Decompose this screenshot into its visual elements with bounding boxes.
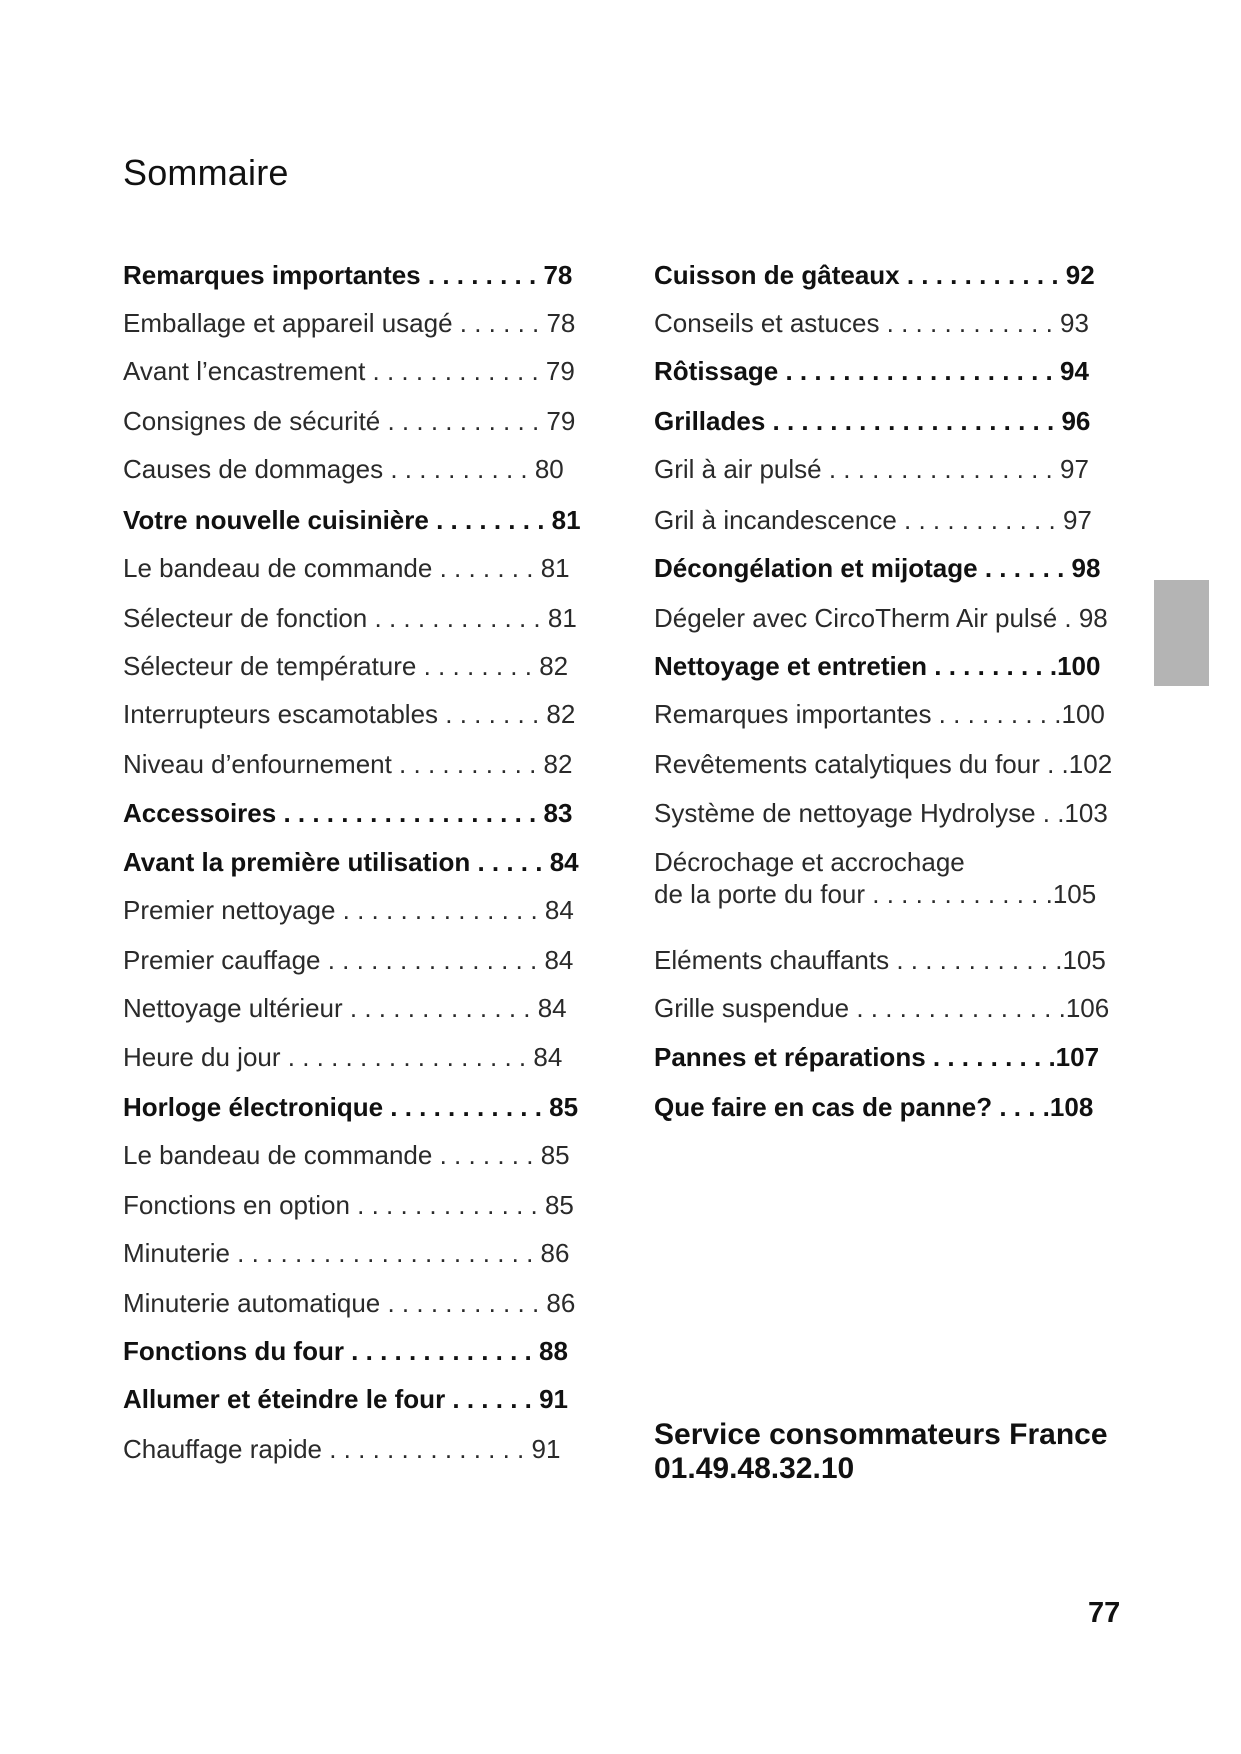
toc-entry[interactable]: Le bandeau de commande . . . . . . . 85 <box>123 1140 570 1170</box>
toc-entry[interactable]: Remarques importantes . . . . . . . . 78 <box>123 260 573 290</box>
toc-entry[interactable]: Sélecteur de fonction . . . . . . . . . . . . 81 <box>123 603 577 633</box>
toc-entry[interactable]: Fonctions du four . . . . . . . . . . . . . 88 <box>123 1336 568 1366</box>
toc-entry[interactable]: Consignes de sécurité . . . . . . . . . . . 79 <box>123 406 576 436</box>
service-contact <box>654 1418 1108 1486</box>
toc-entry[interactable]: Niveau d’enfournement . . . . . . . . . . 82 <box>123 749 573 779</box>
toc-entry[interactable]: Votre nouvelle cuisinière . . . . . . . . 81 <box>123 505 581 535</box>
toc-entry[interactable]: Accessoires . . . . . . . . . . . . . . . . . . 83 <box>123 798 573 828</box>
toc-entry[interactable]: Heure du jour . . . . . . . . . . . . . . . . . 84 <box>123 1042 563 1072</box>
toc-entry[interactable]: Rôtissage . . . . . . . . . . . . . . . . . . . 94 <box>654 356 1089 386</box>
toc-entry[interactable]: Nettoyage et entretien . . . . . . . . .100 <box>654 651 1101 681</box>
toc-entry-line: Décrochage et accrochage <box>654 847 965 877</box>
toc-entry[interactable]: Chauffage rapide . . . . . . . . . . . . . . 91 <box>123 1434 561 1464</box>
toc-entry[interactable] <box>654 846 1096 910</box>
toc-entry[interactable]: Avant l’encastrement . . . . . . . . . . . . 79 <box>123 356 575 386</box>
toc-entry[interactable]: Gril à incandescence . . . . . . . . . . . 97 <box>654 505 1092 535</box>
page-number: 77 <box>1088 1597 1121 1629</box>
toc-entry[interactable]: Eléments chauffants . . . . . . . . . . . .105 <box>654 945 1106 975</box>
toc-entry[interactable]: Grillades . . . . . . . . . . . . . . . . . . . . 96 <box>654 406 1091 436</box>
toc-entry[interactable]: Emballage et appareil usagé . . . . . . 78 <box>123 308 576 338</box>
toc-entry-line: de la porte du four . . . . . . . . . . . . .105 <box>654 879 1097 909</box>
toc-entry[interactable]: Horloge électronique . . . . . . . . . . . 85 <box>123 1092 579 1122</box>
toc-entry[interactable]: Interrupteurs escamotables . . . . . . . 82 <box>123 699 576 729</box>
page-title: Sommaire <box>123 152 289 193</box>
section-tab <box>1154 580 1209 686</box>
toc-entry[interactable]: Premier cauffage . . . . . . . . . . . . . . . 84 <box>123 945 574 975</box>
toc-entry[interactable]: Sélecteur de température . . . . . . . . 82 <box>123 651 569 681</box>
service-phone: 01.49.48.32.10 <box>654 1452 855 1485</box>
toc-entry[interactable]: Pannes et réparations . . . . . . . . .107 <box>654 1042 1100 1072</box>
toc-entry[interactable]: Nettoyage ultérieur . . . . . . . . . . . . . 84 <box>123 993 567 1023</box>
toc-entry[interactable]: Le bandeau de commande . . . . . . . 81 <box>123 553 570 583</box>
toc-entry[interactable]: Causes de dommages . . . . . . . . . . 80 <box>123 454 564 484</box>
toc-entry[interactable]: Gril à air pulsé . . . . . . . . . . . . . . . . 97 <box>654 454 1089 484</box>
toc-entry[interactable]: Dégeler avec CircoTherm Air pulsé . 98 <box>654 603 1108 633</box>
toc-entry[interactable]: Système de nettoyage Hydrolyse . .103 <box>654 798 1108 828</box>
toc-entry[interactable]: Cuisson de gâteaux . . . . . . . . . . . 92 <box>654 260 1095 290</box>
toc-entry[interactable]: Fonctions en option . . . . . . . . . . . . . 85 <box>123 1190 574 1220</box>
toc-entry[interactable]: Que faire en cas de panne? . . . .108 <box>654 1092 1094 1122</box>
toc-entry[interactable]: Premier nettoyage . . . . . . . . . . . . . . 84 <box>123 895 574 925</box>
toc-entry[interactable]: Remarques importantes . . . . . . . . .100 <box>654 699 1105 729</box>
toc-entry[interactable]: Grille suspendue . . . . . . . . . . . . . . .106 <box>654 993 1110 1023</box>
toc-entry[interactable]: Avant la première utilisation . . . . . 84 <box>123 847 579 877</box>
toc-entry[interactable]: Allumer et éteindre le four . . . . . . 91 <box>123 1384 569 1414</box>
service-title: Service consommateurs France <box>654 1418 1108 1451</box>
toc-entry[interactable]: Conseils et astuces . . . . . . . . . . . . 93 <box>654 308 1089 338</box>
toc-entry[interactable]: Revêtements catalytiques du four . .102 <box>654 749 1113 779</box>
toc-entry[interactable]: Minuterie automatique . . . . . . . . . . . 86 <box>123 1288 576 1318</box>
toc-entry[interactable]: Minuterie . . . . . . . . . . . . . . . . . . . . . 86 <box>123 1238 570 1268</box>
toc-entry[interactable]: Décongélation et mijotage . . . . . . 98 <box>654 553 1101 583</box>
